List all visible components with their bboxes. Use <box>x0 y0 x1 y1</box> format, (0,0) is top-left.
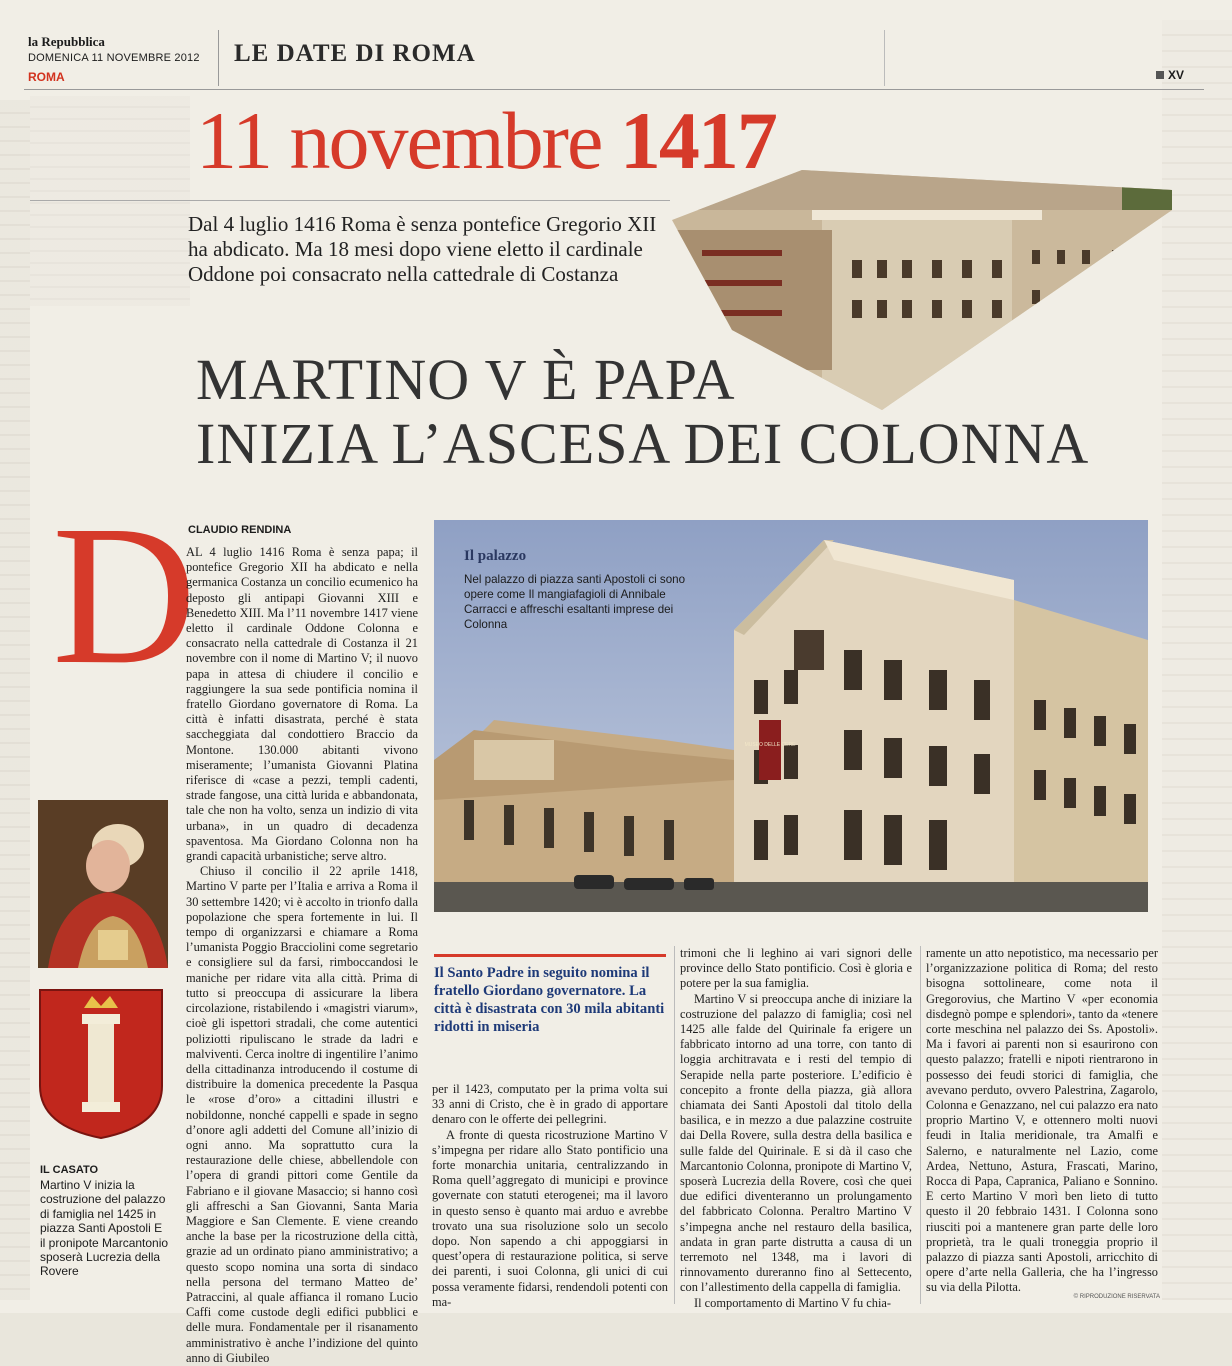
paragraph: Chiuso il concilio il 22 aprile 1418, Martino V parte per l’Italia e arriva a Roma il 30 settembre 1420; vi è accolto in trionfo dalla popolazione che spera fortemente in lui. Il tempo di organizzarsi e chiamare a Roma l’umanista Poggio Bracciolini come segretario e consigliere sul da farsi, rimboccandosi le maniche per ridare vita alla città. Prima di tutto si preoccupa di assicurare la libera circolazione, ristabilendo i «magistri viarum», cioè gli ispettori stradali, che come autentici poliziotti ripuliscano le strade da ladri e malviventi. Cerca inoltre di ingentilire l’animo della cittadinanza introducendo il costume di distribuire la domenica precedente la Pasqua le «rose d’oro» a cittadini illustri e nobildonne, nonché cappelli e spade in segno d’onore agli addetti del Comune all’inizio di ogni anno. Ma soprattutto cura la restaurazione delle chiese, abbellendole con l’opera di grandi pittori come Gentile da Fabriano e il giovane Masaccio; si hanno così gli affreschi a San Giovanni, Santa Maria Maggiore e San Clemente. E viene creando anche la base per la ricostruzione della città, grazie ad un ordinato piano amministrativo; a questo scopo nomina una sorta di sindaco nella persona del termano Matteo de’ Patraccini, al quale affianca il romano Lucio Caffi come custode degli edifici pubblici e delle mura. Fondamentale per il risanamento amministrativo è anche l’indizione del quinto anno di Giubileo <box>186 864 418 1365</box>
column-divider <box>674 946 675 1304</box>
sidebar-text: Martino V inizia la costruzione del palazzo di famiglia nel 1425 in piazza Santi Apostoli E il pronipote Marcantonio sposerà Lucrezia della Rovere <box>40 1178 169 1279</box>
paragraph: AL 4 luglio 1416 Roma è senza papa; il pontefice Gregorio XII ha abdicato e nella germanica Costanza un concilio ecumenico ha deposto gli antipapi Giovanni XIII e Benedetto XIII. Ma l’11 novembre 1417 viene eletto il cardinale Oddone Colonna e consacrato nella cattedrale di Costanza il 21 novembre con il nome di Martino V; il nuovo papa in attesa di chiudere il concilio e raggiungere la sua sede pontificia nomina il fratello Giordano governatore di Roma. La città è infatti disastrata, perché è stata saccheggiata dal condottiero Braccio da Montone. 130.000 abitanti vivono miseramente; l’umanista Giovanni Platina riferisce di «case a pezzi, templi cadenti, strade fangose, una città lurida e abbandonata, tale che non ha volto, senza un indizio di vita urbana», in un quadro di decadenza spaventosa. Ma Giordano Colonna non ha grandi capacità urbanistiche; serve altro. <box>186 545 418 864</box>
photo-caption: Nel palazzo di piazza santi Apostoli ci sono opere come Il mangiafagioli di Annibale Carracci e affreschi esaltanti imprese dei Colonna <box>464 573 686 631</box>
article-column-3 <box>680 946 912 1310</box>
colonna-coat-of-arms <box>36 986 166 1140</box>
paragraph: Martino V si preoccupa anche di iniziare la costruzione del palazzo di famiglia; così nel 1425 alle falde del Quirinale fa erigere un fabbricato intorno ad una torre, con tanto di loggia architravata e i resti del tempio di Serapide nella parte posteriore. L’edificio è concepito a fronte della piazza, già allora chiamata dei Santi Apostoli dal titolo della basilica, e in mezzo a due palazzine costruite dai Della Rovere, sulla destra della basilica e sulle falde del Quirinale. E si dà il caso che Marcantonio Colonna, pronipote di Martino V, sposerà Lucrezia della Rovere, così che quei due edifici diventeranno un prolungamento del fabbricato Colonna. Peraltro Martino V s’impegna anche nel restauro della basilica, andata in gran parte distrutta a causa di un terremoto nel 1348, ma i lavori di rinnovamento dureranno fino al Settecento, con l’allestimento della cappella di famiglia. <box>680 991 912 1295</box>
faded-text-block <box>30 96 190 306</box>
masthead <box>24 28 1204 90</box>
masthead-divider <box>884 30 885 86</box>
pullquote-rule <box>434 954 666 957</box>
section-title: LE DATE DI ROMA <box>234 40 476 67</box>
paragraph: trimoni che li leghino ai vari signori delle province dello Stato pontificio. Così è gloria e potere per la sua famiglia. <box>680 946 912 991</box>
newspaper-name: la Repubblica <box>28 34 105 49</box>
byline: CLAUDIO RENDINA <box>188 524 292 536</box>
article-column-1 <box>186 545 418 1365</box>
pull-quote: Il Santo Padre in seguito nomina il fratello Giordano governatore. La città è disastrata con 30 mila abitanti ridotti in miseria <box>434 965 665 1035</box>
feature-date-year: 1417 <box>619 95 776 186</box>
photo-title: Il palazzo <box>464 548 527 564</box>
article-dek: Dal 4 luglio 1416 Roma è senza pontefice Gregorio XII ha abdicato. Ma 18 mesi dopo viene eletto il cardinale Oddone poi consacrato nella cattedrale di Costanza <box>188 212 657 286</box>
article-column-4 <box>926 946 1158 1304</box>
adjacent-page-strip-right <box>1162 20 1232 1300</box>
feature-date-day: 11 novembre <box>196 95 602 186</box>
drop-cap: D <box>52 485 197 706</box>
adjacent-page-strip-left <box>0 100 30 1300</box>
paragraph: A fronte di questa ricostruzione Martino V s’impegna per ridare allo Stato pontificio una forte monarchia unitaria, centralizzando in Roma quell’aggregato di municipi e province governate con statuti eterogenei; ma il lavoro in questo senso è quanto mai arduo e avrebbe trovato una sua risoluzione solo un secolo dopo. Non sapendo a chi appoggiarsi in quest’opera di restaurazione politica, si serve dei parenti, i suoi Colonna, gli unici di cui possa veramente fidarsi, rendendoli potenti con ma- <box>432 1127 668 1309</box>
article-column-2 <box>432 1082 668 1309</box>
masthead-divider <box>218 30 219 86</box>
article-headline <box>196 348 1156 476</box>
paragraph: per il 1423, computato per la prima volta sui 33 anni di Cristo, che è in grado di apportare denaro con le offerte dei pellegrini. <box>432 1082 668 1127</box>
copyright-notice: © RIPRODUZIONE RISERVATA <box>1073 1294 1160 1300</box>
headline-line-1: MARTINO V È PAPA <box>196 347 736 412</box>
issue-date: DOMENICA 11 NOVEMBRE 2012 <box>28 52 200 64</box>
headline-line-2: INIZIA L’ASCESA DEI COLONNA <box>196 411 1090 476</box>
page-number: XV <box>1156 68 1184 82</box>
divider <box>30 200 670 201</box>
paragraph: Il comportamento di Martino V fu chia- <box>694 1295 892 1310</box>
paragraph: ramente un atto nepotistico, ma necessario per l’organizzazione politica di Roma; del resto bisogna sottolineare, come nota il Gregorovius, che Martino V «per economia disdegnò pompe e splendori», tanto da «tenere corte meschina nel palazzo dei Ss. Apostoli». Ma i favori ai parenti non si esaurirono con questo palazzo; fratelli e nipoti rientrarono in possesso dei feudi storici di famiglia, che avevano perduto, ovvero Palestrina, Zagarolo, Colonna e Genazzano, nel cui palazzo era nato proprio Martino V, e ottennero molti nuovi feudi in Italia meridionale, tra Amalfi e Salerno, e naturalmente nel Lazio, come Ardea, Nettuno, Astura, Frascati, Marino, Rocca di Papa, Capranica, Paliano e Sonnino. E certo Martino V morì ben lieto di tutto questo il 20 febbraio 1431. I Colonna sono riusciti poi a mantenere gran parte delle loro proprietà, tra le quali troneggia proprio il palazzo di piazza santi Apostoli, arricchito di opere d’arte nella Galleria, che ha l’ingresso su via della Pilotta. <box>926 946 1158 1295</box>
sidebar-title: IL CASATO <box>40 1164 99 1176</box>
column-divider <box>920 946 921 1304</box>
edition-city: ROMA <box>28 70 65 84</box>
martino-v-portrait <box>38 800 168 968</box>
museum-sign: MUSEO DELLE CERE <box>744 742 796 748</box>
